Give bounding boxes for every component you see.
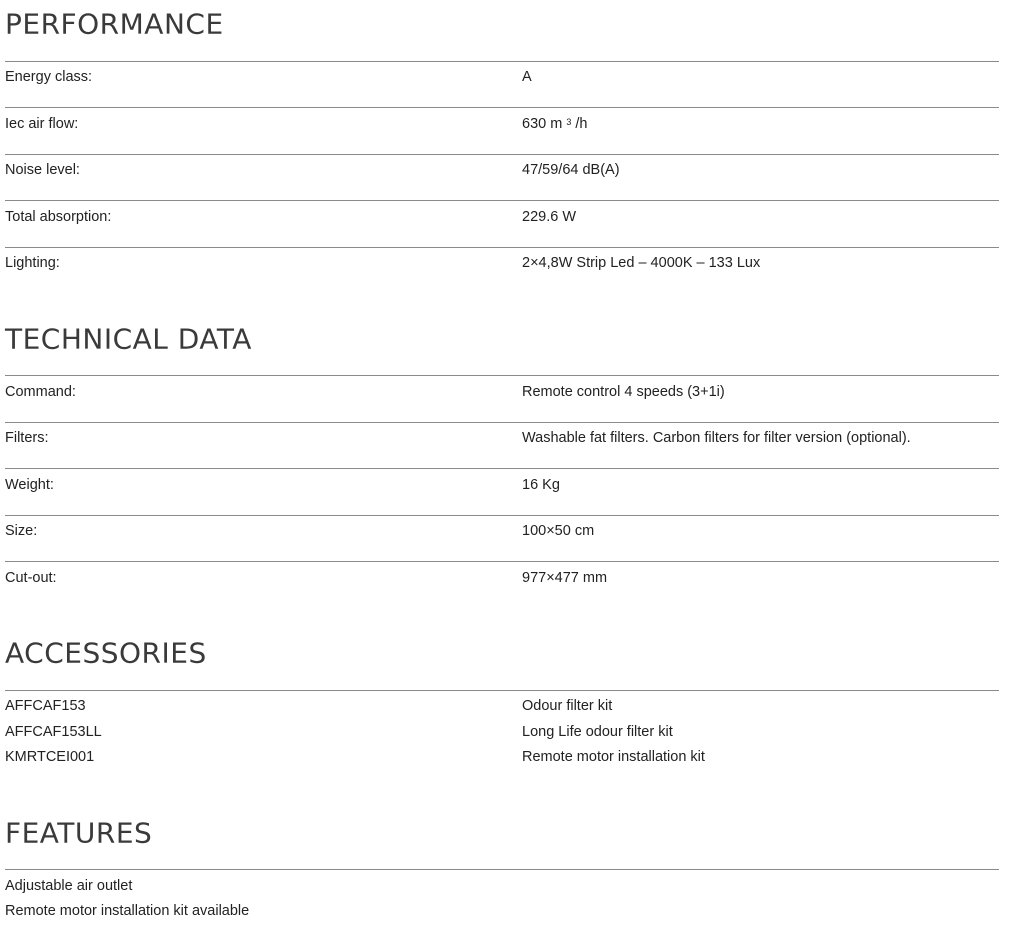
spec-value-noise-level: 47/59/64 dB(A) [522, 162, 620, 178]
air-flow-unit: /h [575, 116, 588, 132]
spec-value-energy-class: A [522, 69, 532, 85]
divider [5, 690, 999, 691]
spec-label-command: Command: [5, 384, 76, 400]
divider [5, 200, 999, 201]
air-flow-number: 630 m [522, 116, 563, 132]
performance-heading: PERFORMANCE [5, 8, 224, 41]
feature-item: Adjustable air outlet [5, 878, 133, 894]
features-heading: FEATURES [5, 817, 153, 850]
spec-label-weight: Weight: [5, 477, 54, 493]
accessory-code: KMRTCEI001 [5, 749, 95, 765]
divider [5, 515, 999, 516]
spec-value-size: 100×50 cm [522, 523, 595, 539]
spec-value-command: Remote control 4 speeds (3+1i) [522, 384, 725, 400]
divider [5, 61, 999, 62]
divider [5, 107, 999, 108]
spec-label-lighting: Lighting: [5, 255, 60, 271]
accessory-code: AFFCAF153LL [5, 724, 102, 740]
divider [5, 247, 999, 248]
divider [5, 869, 999, 870]
spec-label-noise-level: Noise level: [5, 162, 80, 178]
spec-value-weight: 16 Kg [522, 477, 560, 493]
technical-data-heading: TECHNICAL DATA [5, 323, 252, 356]
air-flow-exponent: 3 [566, 117, 572, 127]
accessories-heading: ACCESSORIES [5, 637, 207, 670]
spec-label-total-absorption: Total absorption: [5, 209, 112, 225]
divider [5, 375, 999, 376]
spec-value-filters: Washable fat filters. Carbon filters for filter version (optional). [522, 430, 911, 446]
spec-value-lighting: 2×4,8W Strip Led – 4000K – 133 Lux [522, 255, 761, 271]
spec-label-air-flow: Iec air flow: [5, 116, 79, 132]
divider [5, 468, 999, 469]
divider [5, 422, 999, 423]
accessory-code: AFFCAF153 [5, 698, 86, 714]
accessory-description: Long Life odour filter kit [522, 724, 673, 740]
spec-value-total-absorption: 229.6 W [522, 209, 576, 225]
divider [5, 154, 999, 155]
divider [5, 561, 999, 562]
feature-item: Remote motor installation kit available [5, 903, 250, 919]
spec-value-air-flow [522, 115, 587, 133]
spec-label-filters: Filters: [5, 430, 49, 446]
spec-label-energy-class: Energy class: [5, 69, 93, 85]
spec-value-cut-out: 977×477 mm [522, 570, 608, 586]
spec-label-size: Size: [5, 523, 38, 539]
accessory-description: Remote motor installation kit [522, 749, 705, 765]
accessory-description: Odour filter kit [522, 698, 613, 714]
spec-label-cut-out: Cut-out: [5, 570, 57, 586]
